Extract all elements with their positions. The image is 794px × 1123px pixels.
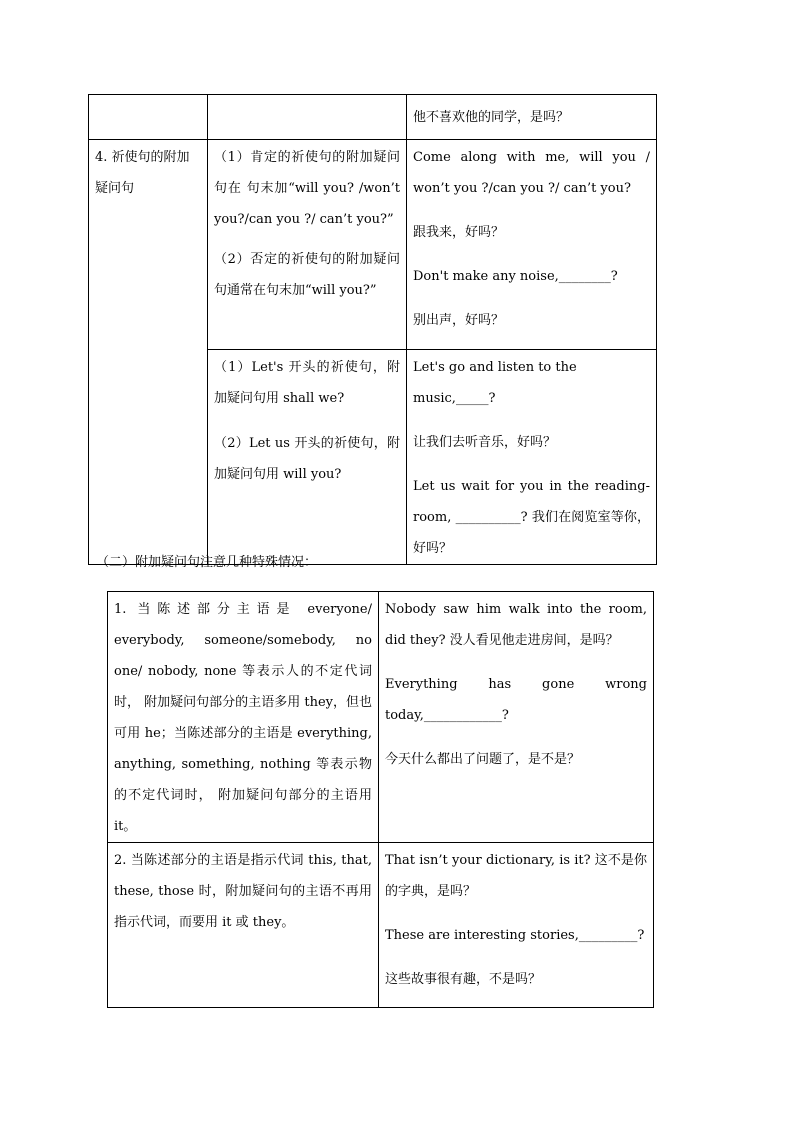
rule-text: 1. 当陈述部分主语是 everyone/ everybody, someone/somebody, no one/ nobody, none 等表示人的不定代词时， 附加疑问句部分的主语多用 they，但也可用 he；当陈述部分的主语是 everything, anything, something, nothing 等表示物的不定代词时， 附加疑问句部分的主语用 it。 [114,602,372,834]
table-row [89,140,657,350]
example-text: 这些故事很有趣，不是吗？ [385,972,542,987]
example-text: 今天什么都出了问题了，是不是？ [385,752,581,767]
example-text: Let's go and listen to the music,_____? [413,360,577,406]
example-cell [379,592,654,843]
example-text: 别出声，好吗？ [413,313,505,328]
section-title: （二）附加疑问句注意几种特殊情况： [96,555,318,570]
special-cases-table [107,591,654,1008]
rule-text: （1）肯定的祈使句的附加疑问句在 句末加“will you? /won’t you?/can you ?/ can’t you?” [214,150,400,227]
imperative-tag-table [88,94,657,565]
category-text: 4. 祈使句的附加疑问句 [95,150,190,196]
example-text: These are interesting stories,_________? [385,928,645,943]
rule-text: （1）Let's 开头的祈使句，附加疑问句用 shall we? [214,360,400,406]
example-text: Let us wait for you in the reading-room, __________? 我们在阅览室等你，好吗？ [413,479,650,556]
rule-cell [108,843,379,1008]
example-text: Don't make any noise,________? [413,269,618,284]
example-text: 让我们去听音乐，好吗？ [413,435,557,450]
example-text: Everything has gone wrong today,____________? [385,677,647,723]
category-cell [89,95,208,140]
example-cell [407,350,657,565]
example-cell [407,140,657,350]
table-row [108,592,654,843]
rule-cell [208,140,407,350]
table-row [108,843,654,1008]
example-text: Come along with me, will you / won’t you ?/can you ?/ can’t you? [413,150,650,196]
rule-text: 2. 当陈述部分的主语是指示代词 this, that, these, those 时，附加疑问句的主语不再用指示代词，而要用 it 或 they。 [114,853,372,930]
example-text: 跟我来，好吗？ [413,225,505,240]
rule-text: （2）Let us 开头的祈使句，附加疑问句用 will you? [214,436,400,482]
example-text: That isn’t your dictionary, is it? 这不是你的字典，是吗？ [385,853,647,899]
rule-cell [108,592,379,843]
table-row [89,95,657,140]
rule-cell [208,95,407,140]
example-text: 他不喜欢他的同学，是吗？ [413,109,570,125]
rule-text: （2）否定的祈使句的附加疑问句通常在句末加“will you?” [214,252,400,298]
example-text: Nobody saw him walk into the room, did they? 没人看见他走进房间，是吗？ [385,602,647,648]
rule-cell [208,350,407,565]
category-cell [89,140,208,565]
example-cell [379,843,654,1008]
example-cell [407,95,657,140]
